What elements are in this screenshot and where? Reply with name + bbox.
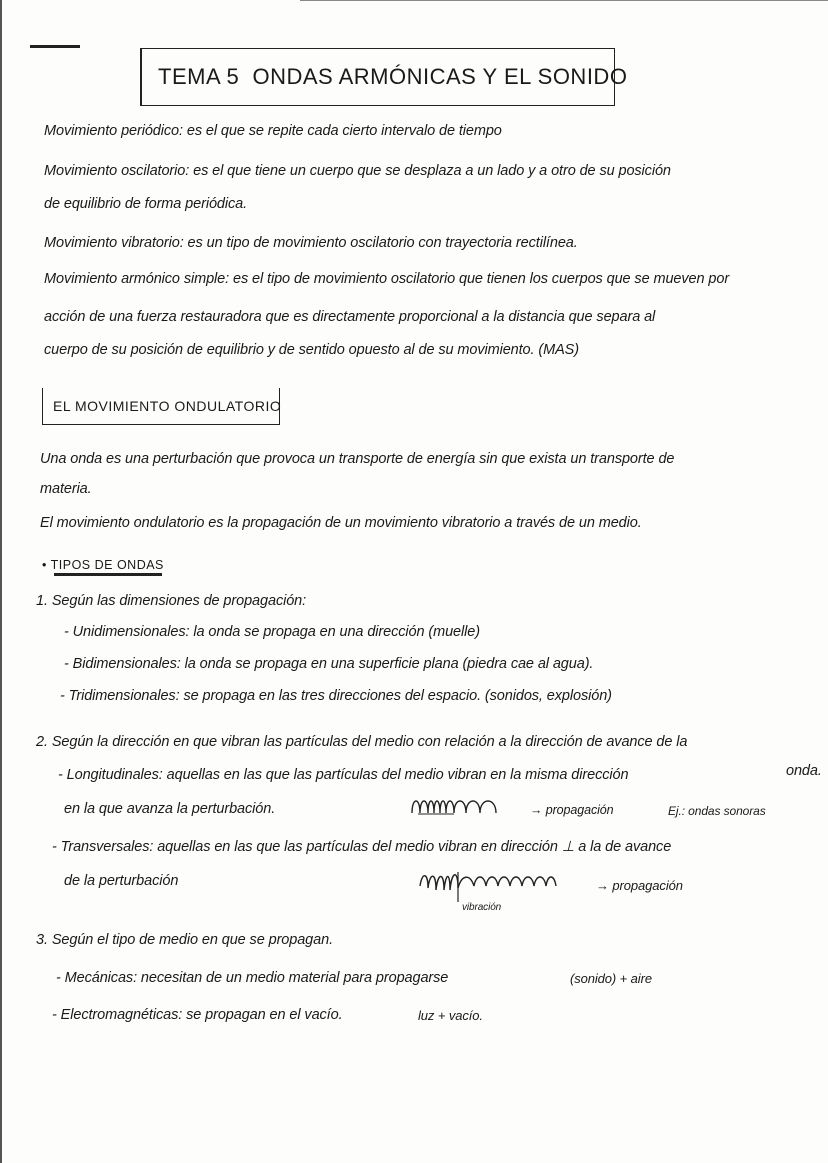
example-label: (sonido) + aire xyxy=(570,971,652,986)
definition-line: Movimiento periódico: es el que se repite cada cierto intervalo de tiempo xyxy=(44,123,502,139)
definition-line: Movimiento armónico simple: es el tipo de movimiento oscilatorio que tienen los cuerpos que se mueven por xyxy=(44,271,730,287)
definition-line: cuerpo de su posición de equilibrio y de sentido opuesto al de su movimiento. (MAS) xyxy=(44,342,579,358)
page-edge-left xyxy=(0,0,2,1163)
tipos-heading: • TIPOS DE ONDAS xyxy=(42,558,164,572)
example-label: luz + vacío. xyxy=(418,1008,483,1023)
margin-mark xyxy=(30,45,80,48)
list-item: 2. Según la dirección en que vibran las partículas del medio con relación a la dirección de avance de la xyxy=(36,734,688,750)
page-edge-top xyxy=(300,0,828,1)
tipos-underline xyxy=(54,573,162,576)
paragraph-line: El movimiento ondulatorio es la propagación de un movimiento vibratorio a través de un medio. xyxy=(40,515,642,531)
definition-line: Movimiento oscilatorio: es el que tiene un cuerpo que se desplaza a un lado y a otro de su posición xyxy=(44,163,671,179)
vibration-label: vibración xyxy=(462,902,502,913)
list-item: - Mecánicas: necesitan de un medio material para propagarse xyxy=(56,970,449,986)
list-item: - Longitudinales: aquellas en las que las partículas del medio vibran en la misma dirección xyxy=(58,767,629,783)
definition-line: de equilibrio de forma periódica. xyxy=(44,196,248,212)
propagation-label: → propagación xyxy=(596,878,683,893)
propagation-label: → propagación xyxy=(530,803,614,817)
transversal-spring-drawing xyxy=(418,868,578,904)
section-heading-box xyxy=(42,388,280,425)
list-item: en la que avanza la perturbación. xyxy=(64,801,276,817)
list-item: - Bidimensionales: la onda se propaga en una superficie plana (piedra cae al agua). xyxy=(64,656,594,672)
longitudinal-spring-drawing xyxy=(410,795,530,825)
paragraph-line: Una onda es una perturbación que provoca un transporte de energía sin que exista un transporte de xyxy=(40,451,675,467)
section-heading: EL MOVIMIENTO ONDULATORIO xyxy=(53,398,282,414)
list-item: onda. xyxy=(786,763,822,779)
list-item: - Electromagnéticas: se propagan en el vacío. xyxy=(52,1007,343,1023)
page-title: TEMA 5 ONDAS ARMÓNICAS Y EL SONIDO xyxy=(158,64,628,89)
definition-line: acción de una fuerza restauradora que es directamente proporcional a la distancia que separa al xyxy=(44,309,656,325)
list-item: 3. Según el tipo de medio en que se propagan. xyxy=(36,932,334,948)
definition-line: Movimiento vibratorio: es un tipo de movimiento oscilatorio con trayectoria rectilínea. xyxy=(44,235,578,251)
list-item: de la perturbación xyxy=(64,873,179,889)
list-item: - Tridimensionales: se propaga en las tres direcciones del espacio. (sonidos, explosión) xyxy=(60,688,612,704)
list-item: - Transversales: aquellas en las que las partículas del medio vibran en dirección ⊥ a la de avance xyxy=(52,839,672,855)
list-item: 1. Según las dimensiones de propagación: xyxy=(36,593,307,609)
title-box xyxy=(140,48,628,106)
paragraph-line: materia. xyxy=(40,481,92,497)
example-label: Ej.: ondas sonoras xyxy=(668,804,766,818)
list-item: - Unidimensionales: la onda se propaga en una dirección (muelle) xyxy=(64,624,480,640)
